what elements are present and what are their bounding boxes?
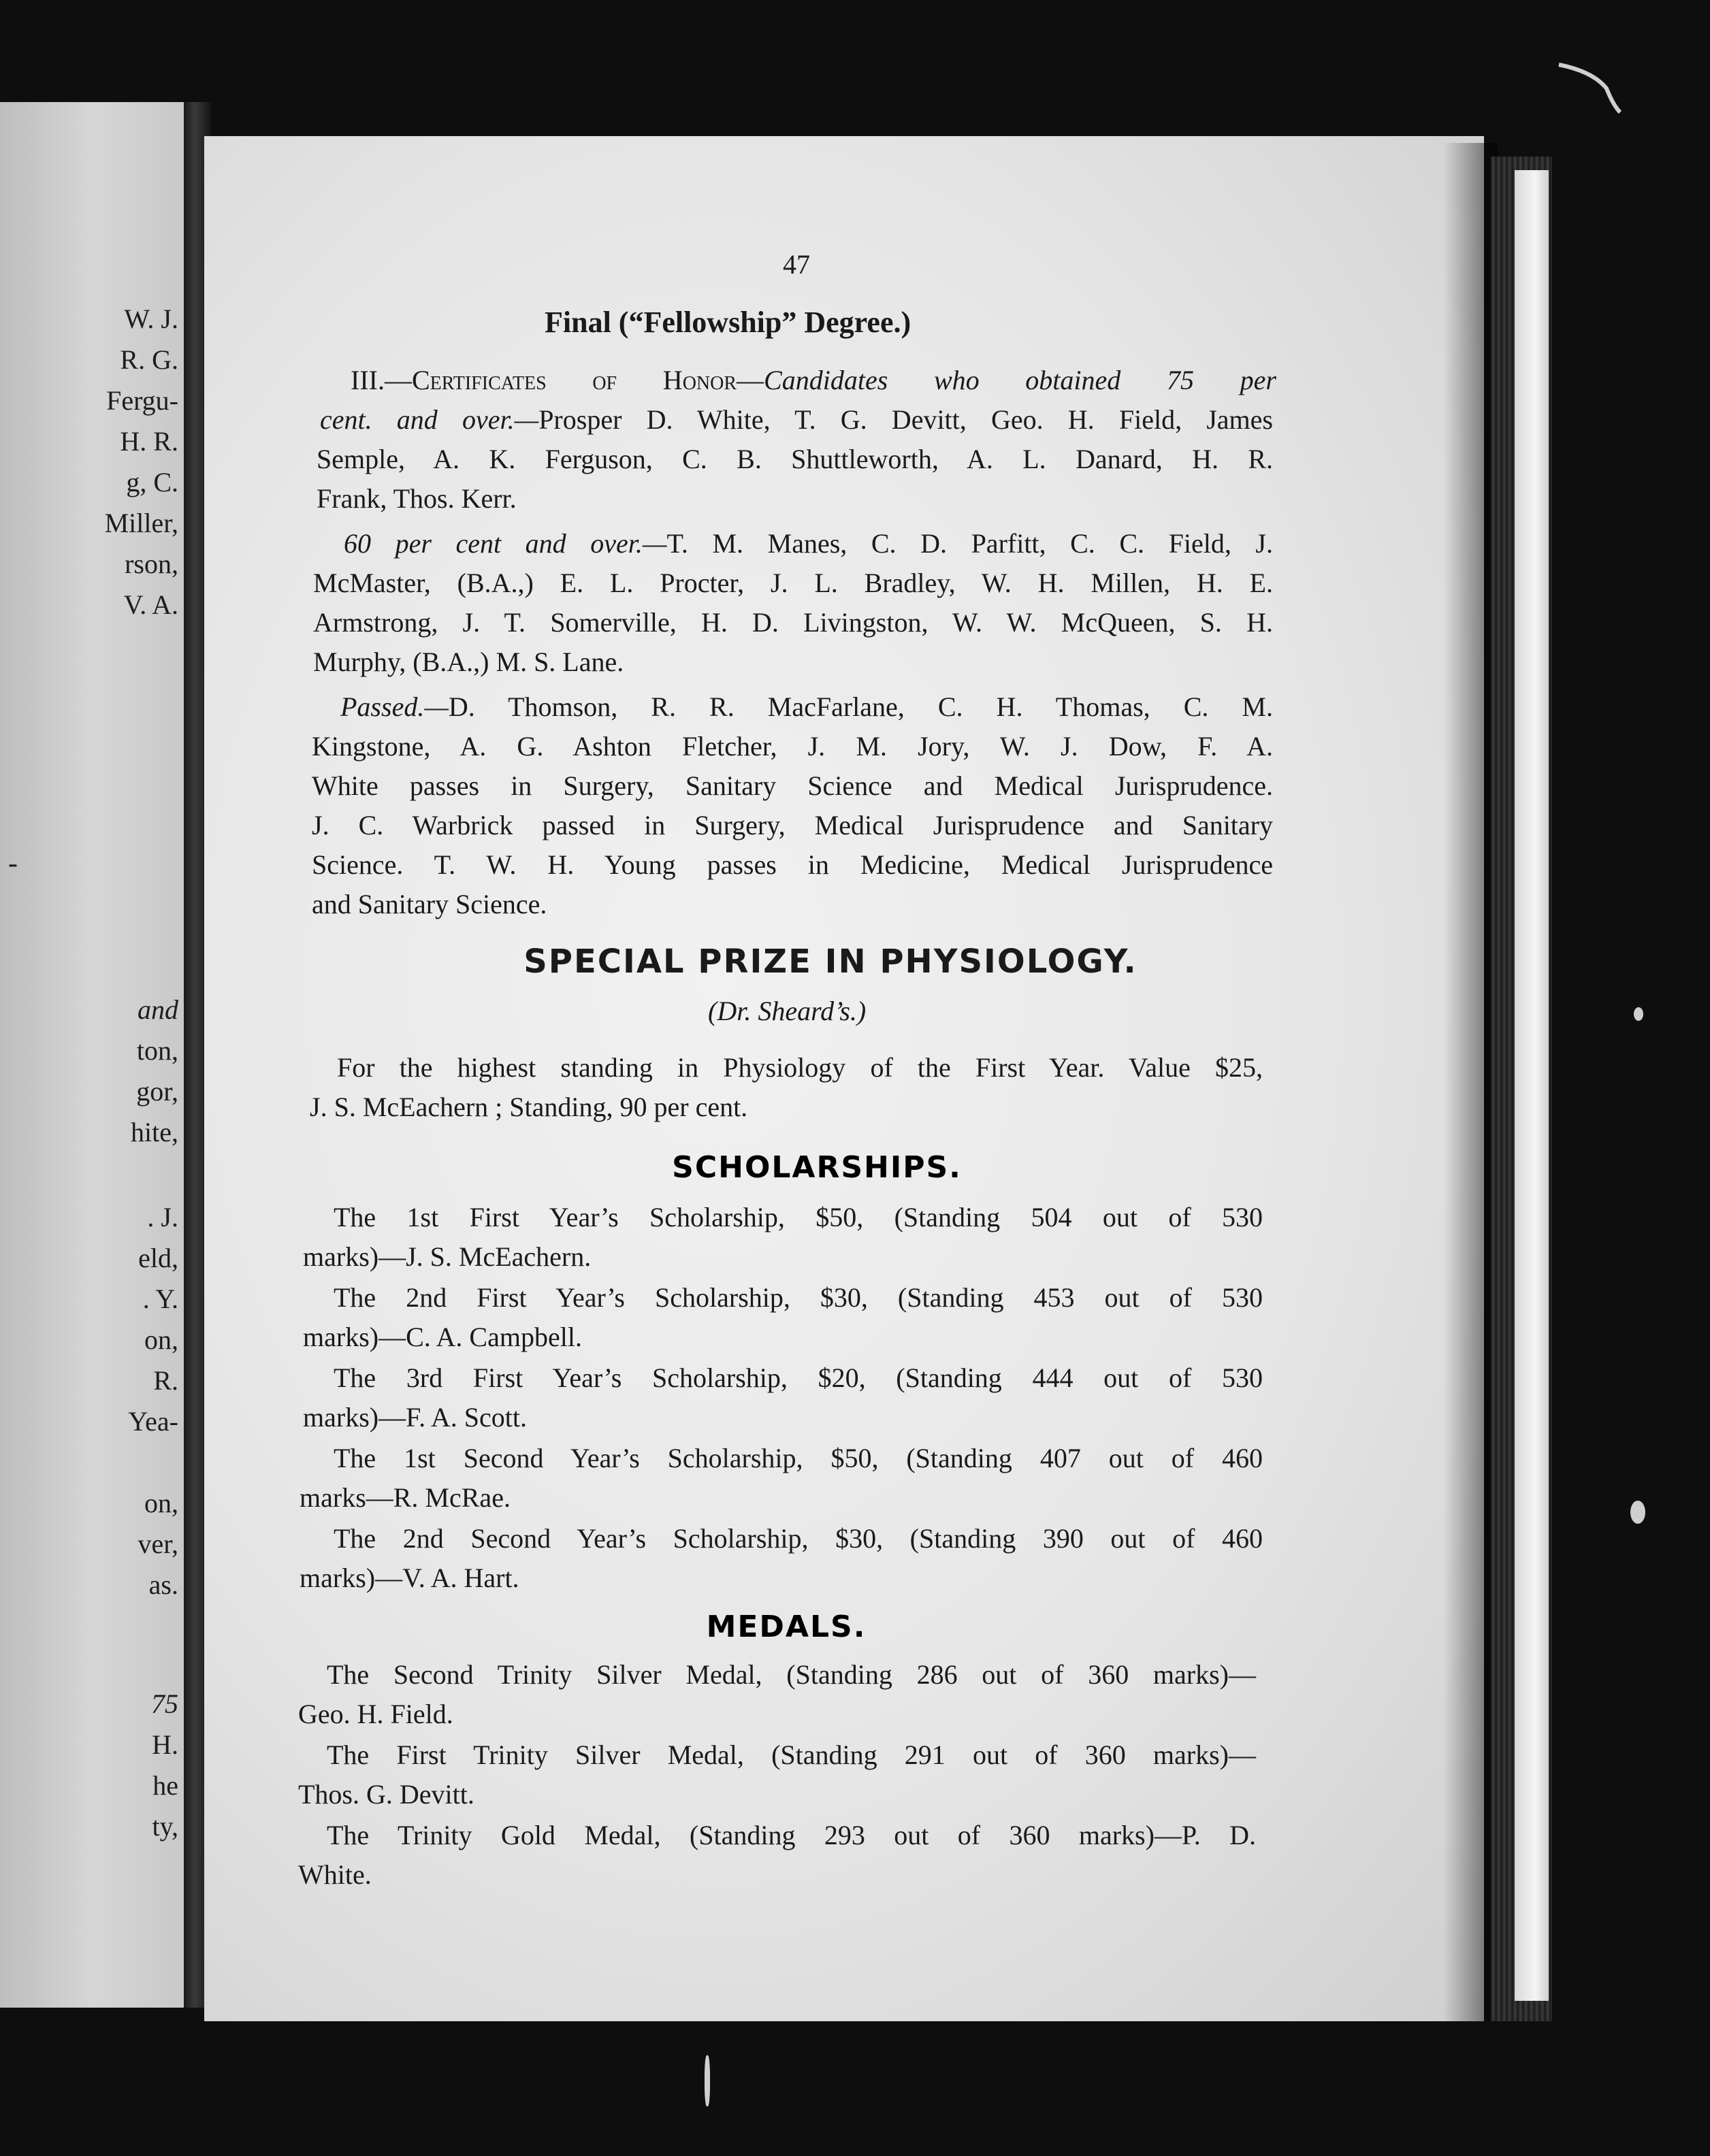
text-line: [320, 404, 1273, 436]
scholarship-line: marks)—C. A. Campbell.: [303, 1322, 582, 1352]
left-page-fragment: 75: [151, 1688, 178, 1719]
text-line: and Sanitary Science.: [312, 889, 547, 919]
scholarship-line: marks—R. McRae.: [300, 1482, 511, 1513]
paper-scrap-mark: [1552, 58, 1627, 119]
candidates-criteria: Candidates who obtained 75 per: [764, 365, 1276, 395]
text-line: [340, 691, 1273, 723]
medal-line: The Second Trinity Silver Medal, (Standing 286 out of 360 marks)—: [327, 1659, 1256, 1690]
left-page-fragment: as.: [148, 1569, 178, 1600]
left-page-fragment: Fergu-: [106, 385, 178, 416]
roman-numeral: III.—: [351, 365, 412, 395]
scholarship-line: marks)—V. A. Hart.: [300, 1563, 519, 1593]
left-page-fragment: ty,: [152, 1811, 178, 1842]
special-prize-subtitle: (Dr. Sheard’s.): [708, 996, 867, 1026]
medals-heading: MEDALS.: [706, 1610, 867, 1644]
left-page-fragment: on,: [144, 1324, 178, 1355]
left-page-fragment: . Y.: [142, 1284, 178, 1314]
section-title-rest: (“Fellowship” Degree.): [618, 306, 912, 339]
medal-line: Geo. H. Field.: [298, 1699, 453, 1729]
left-page-fragment: . J.: [147, 1202, 178, 1232]
left-page-fragment: eld,: [138, 1243, 178, 1273]
medal-line: The First Trinity Silver Medal, (Standing 291 out of 360 marks)—: [327, 1740, 1256, 1770]
left-page-fragment: hite,: [131, 1117, 178, 1147]
section-title-main: Final: [545, 306, 611, 339]
text-line: For the highest standing in Physiology of the First Year. Value $25,: [337, 1052, 1263, 1083]
special-prize-heading: SPECIAL PRIZE IN PHYSIOLOGY.: [523, 943, 1138, 981]
medal-line: The Trinity Gold Medal, (Standing 293 out of 360 marks)—P. D.: [327, 1820, 1256, 1850]
left-page-fragment: R. G.: [120, 344, 178, 375]
names: T. M. Manes, C. D. Parfitt, C. C. Field, J.: [666, 528, 1273, 559]
medal-line: White.: [298, 1859, 372, 1890]
left-page-fragment: g, C.: [126, 467, 178, 497]
page-shadow: [1443, 143, 1498, 2021]
scholarship-line: The 1st Second Year’s Scholarship, $50, (Standing 407 out of 460: [334, 1443, 1263, 1473]
scholarship-line: The 2nd First Year’s Scholarship, $30, (Standing 453 out of 530: [334, 1282, 1263, 1313]
scholarship-line: The 3rd First Year’s Scholarship, $20, (Standing 444 out of 530: [334, 1362, 1263, 1393]
scholarship-line: The 2nd Second Year’s Scholarship, $30, (Standing 390 out of 460: [334, 1523, 1263, 1554]
left-page-fragment: R.: [153, 1365, 178, 1396]
text-line: Murphy, (B.A.,) M. S. Lane.: [313, 647, 624, 677]
section-title: [545, 305, 911, 340]
criteria-sixty: 60 per cent and over.—: [344, 528, 667, 559]
page-edges: [1515, 170, 1549, 2001]
text-line: [344, 527, 1273, 560]
certificates-label: Certificates of Honor—: [411, 365, 764, 395]
smudge-mark: [705, 2055, 710, 2106]
left-page-fragment: on,: [144, 1488, 178, 1518]
scholarship-line: marks)—J. S. McEachern.: [303, 1241, 592, 1272]
smudge-mark: [1630, 1501, 1645, 1524]
left-page-fragment: he: [152, 1770, 178, 1801]
left-page-dash: -: [8, 848, 18, 879]
left-page-fragment: ver,: [138, 1529, 178, 1559]
left-page-fragment: Yea-: [128, 1406, 178, 1437]
text-line: Armstrong, J. T. Somerville, H. D. Livingston, W. W. McQueen, S. H.: [313, 607, 1273, 638]
names: Prosper D. White, T. G. Devitt, Geo. H. Field, James: [538, 404, 1273, 435]
medal-line: Thos. G. Devitt.: [298, 1779, 474, 1810]
criteria-tail: cent. and over.—: [320, 404, 539, 435]
left-page-fragment: rson,: [125, 549, 178, 579]
text-line: Semple, A. K. Ferguson, C. B. Shuttleworth, A. L. Danard, H. R.: [317, 444, 1273, 474]
names: D. Thomson, R. R. MacFarlane, C. H. Thomas, C. M.: [448, 691, 1273, 722]
text-line: J. C. Warbrick passed in Surgery, Medical Jurisprudence and Sanitary: [312, 810, 1273, 840]
text-line: Kingstone, A. G. Ashton Fletcher, J. M. Jory, W. J. Dow, F. A.: [312, 731, 1273, 762]
text-line: [351, 364, 1276, 397]
left-page-fragment: W. J.: [124, 304, 178, 334]
passed-label: Passed.—: [340, 691, 449, 722]
left-page-fragment: and: [138, 994, 178, 1025]
left-page-fragment: ton,: [136, 1035, 178, 1066]
text-line: Frank, Thos. Kerr.: [317, 483, 517, 514]
scholarships-heading: SCHOLARSHIPS.: [672, 1150, 962, 1185]
page-number: 47: [783, 249, 810, 280]
text-line: McMaster, (B.A.,) E. L. Procter, J. L. Bradley, W. H. Millen, H. E.: [313, 568, 1273, 598]
text-line: Science. T. W. H. Young passes in Medicine, Medical Jurisprudence: [312, 849, 1273, 880]
left-page-fragment: gor,: [136, 1076, 178, 1107]
scholarship-line: marks)—F. A. Scott.: [303, 1402, 528, 1433]
text-line: J. S. McEachern ; Standing, 90 per cent.: [310, 1092, 748, 1122]
left-page-fragment: H.: [152, 1729, 178, 1760]
smudge-mark: [1634, 1007, 1643, 1021]
left-page-fragment: H. R.: [120, 426, 178, 457]
scholarship-line: The 1st First Year’s Scholarship, $50, (Standing 504 out of 530: [334, 1202, 1263, 1232]
text-line: White passes in Surgery, Sanitary Science and Medical Jurisprudence.: [312, 770, 1273, 801]
left-page-fragment: V. A.: [123, 589, 178, 620]
left-page-fragment: Miller,: [104, 508, 178, 538]
